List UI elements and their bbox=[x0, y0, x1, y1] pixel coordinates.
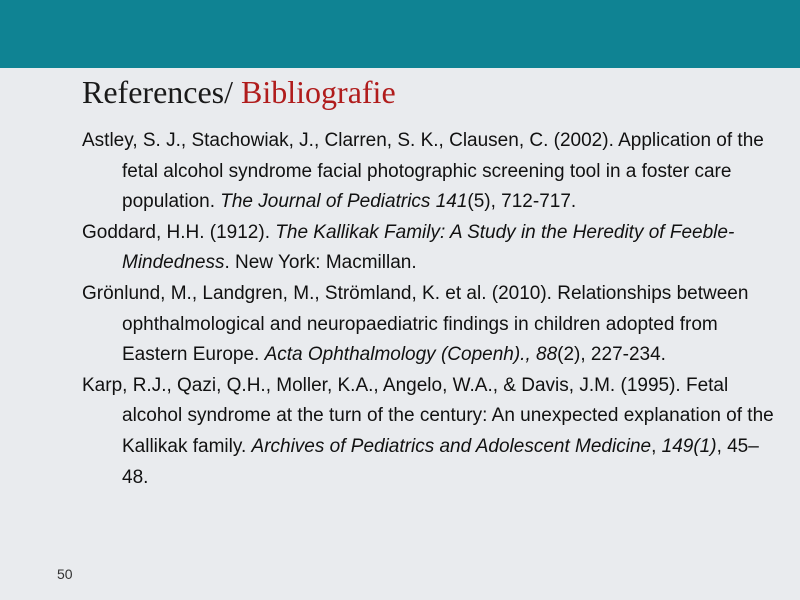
reference-text: Goddard, H.H. (1912). bbox=[82, 221, 276, 243]
reference-italic: 149(1) bbox=[661, 435, 717, 457]
reference-item-astley bbox=[82, 126, 782, 218]
reference-item-goddard bbox=[82, 218, 782, 279]
reference-text: . New York: Macmillan. bbox=[224, 252, 417, 274]
slide-title bbox=[82, 72, 396, 112]
reference-italic: The Journal of Pediatrics 141 bbox=[220, 191, 468, 213]
reference-italic: Acta Ophthalmology (Copenh)., 88 bbox=[264, 344, 558, 366]
reference-text: Karp, R.J., Qazi, Q.H., Moller, K.A., Angelo, W.A., & Davis, J.M. (1995). Fetal alcohol syndrome at the turn of the century: An unexpected explanation of the Kallikak family. bbox=[82, 374, 774, 457]
reference-list bbox=[82, 126, 782, 493]
reference-text: , bbox=[651, 435, 662, 457]
reference-text: (5), 712-717. bbox=[467, 191, 577, 213]
slide-number: 50 bbox=[57, 566, 73, 582]
reference-text: , 45–48. bbox=[122, 435, 759, 488]
reference-text: (2), 227-234. bbox=[557, 344, 666, 366]
reference-item-karp bbox=[82, 371, 782, 493]
reference-italic: The Kallikak Family: A Study in the Heredity of Feeble-Mindedness bbox=[122, 221, 735, 274]
title-accent: Bibliografie bbox=[233, 74, 396, 110]
reference-item-gronlund bbox=[82, 279, 782, 371]
title-main: References/ bbox=[82, 74, 234, 110]
reference-text: Astley, S. J., Stachowiak, J., Clarren, S. K., Clausen, C. (2002). Application of the fetal alcohol syndrome facial photographic screening tool in a foster care population. bbox=[82, 130, 764, 213]
reference-text: Grönlund, M., Landgren, M., Strömland, K. et al. (2010). Relationships between ophthalmological and neuropaediatric findings in children adopted from Eastern Europe. bbox=[82, 282, 749, 366]
reference-italic: Archives of Pediatrics and Adolescent Medicine bbox=[251, 435, 652, 457]
